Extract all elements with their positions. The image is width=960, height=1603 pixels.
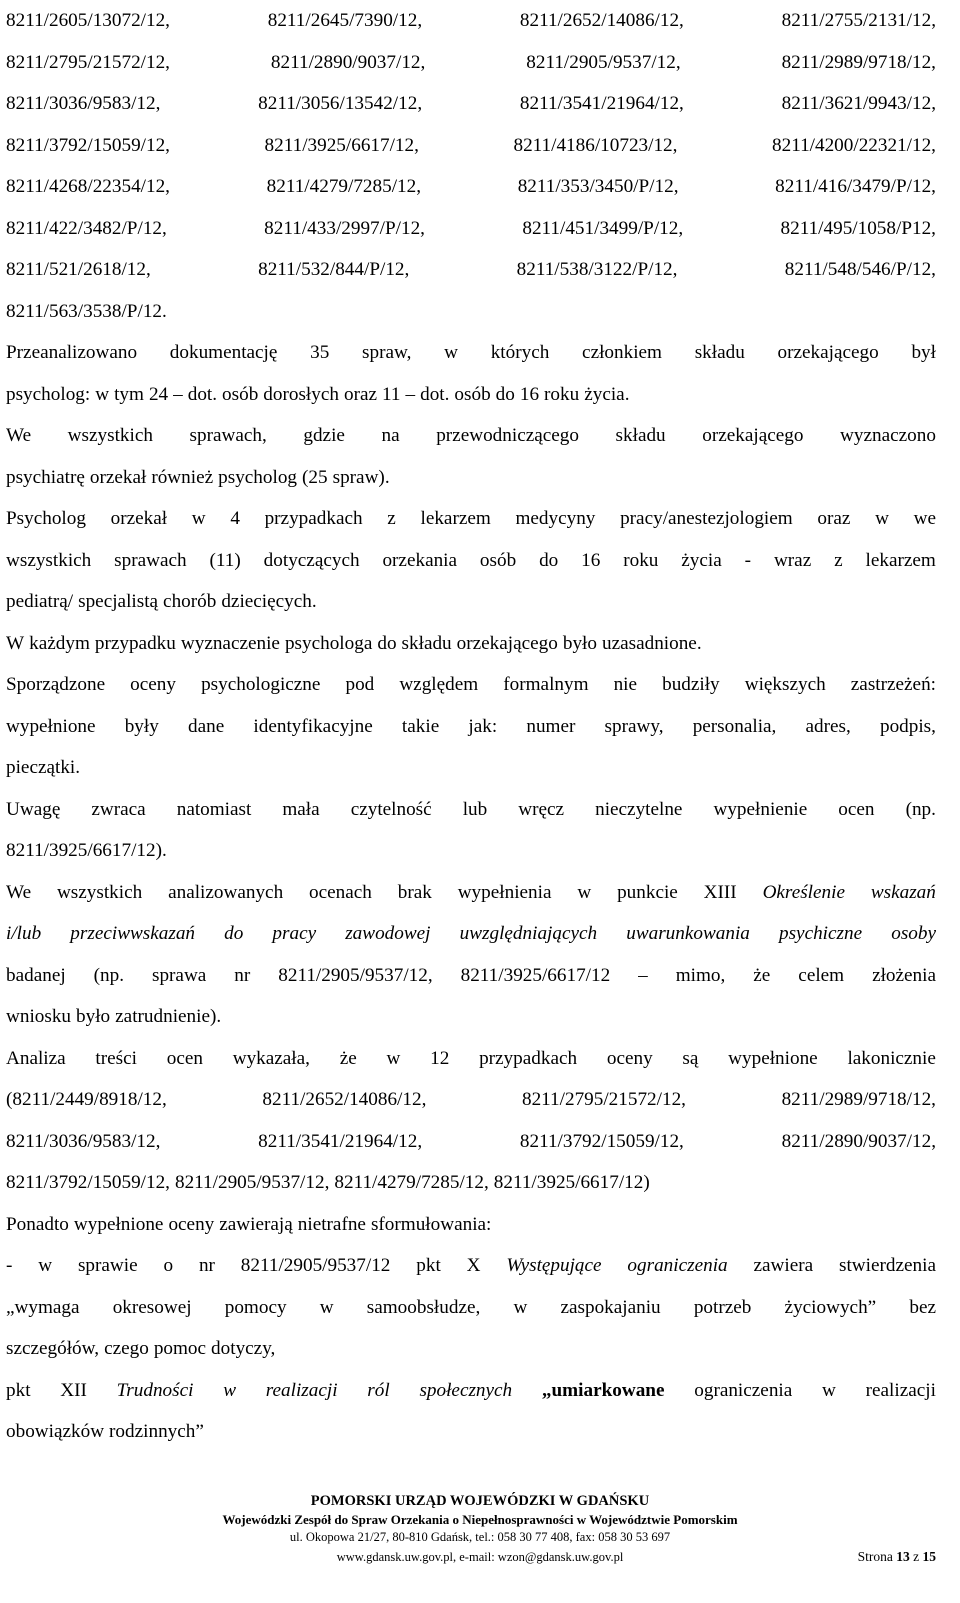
text-word: lekarzem — [420, 508, 491, 529]
text-word: wskazań — [870, 881, 936, 903]
text-word: pkt — [416, 1255, 441, 1276]
text-word: składu — [615, 425, 666, 446]
text-word: przewodniczącego — [436, 425, 579, 446]
text-word: pkt — [6, 1379, 31, 1401]
text-word: każdym — [29, 632, 90, 654]
text-word: Psycholog — [6, 508, 86, 529]
text-word: wypełnione — [728, 1047, 818, 1069]
text-line — [6, 1370, 936, 1412]
text-word: zawodowej — [345, 923, 431, 944]
text-word: 8211/3541/21964/12, — [258, 1130, 423, 1152]
text-word: zatrudnienie). — [115, 1006, 222, 1027]
text-word: uzasadnione. — [601, 632, 702, 654]
text-word: było — [76, 1006, 111, 1027]
text-word: ocenach — [309, 881, 372, 903]
text-word: do — [495, 383, 515, 405]
text-word: 8211/2905/9537/12 — [240, 1255, 391, 1276]
text-word: życia. — [584, 383, 630, 405]
text-word: wykazała, — [232, 1047, 310, 1069]
text-word: nr — [234, 964, 251, 986]
text-word: XIII — [703, 881, 737, 903]
text-word: orzekającego — [456, 632, 558, 654]
text-word: sprawy, — [604, 715, 664, 737]
text-word: sprawach, — [189, 425, 267, 446]
text-word: osoby — [891, 923, 936, 944]
text-word: psychologa — [284, 632, 373, 654]
text-word: bez — [909, 1296, 936, 1318]
text-word: oraz — [343, 383, 378, 405]
text-word: społecznych — [419, 1379, 513, 1401]
text-word: dorosłych — [263, 383, 339, 405]
text-word: realizacji — [865, 1379, 936, 1401]
text-word: (11) — [209, 549, 241, 571]
text-word: we — [913, 508, 936, 529]
text-word: sprawa — [151, 964, 207, 986]
text-word: wyznaczenie — [180, 632, 280, 654]
text-word: w — [95, 383, 110, 405]
page-number — [858, 1546, 936, 1568]
text-word: 8211/2905/9537/12, — [526, 51, 681, 73]
text-word: większych — [744, 674, 826, 695]
text-word: 8211/538/3122/P/12, — [516, 259, 678, 280]
text-word: 8211/2645/7390/12, — [267, 10, 423, 31]
text-word: do — [539, 549, 559, 571]
text-word: przypadkach — [479, 1047, 578, 1069]
text-word: 8211/4279/7285/12, — [334, 1172, 489, 1193]
text-line — [6, 1287, 936, 1329]
text-word: i/lub — [6, 923, 42, 944]
text-word: 8211/2890/9037/12, — [270, 51, 426, 73]
text-line — [6, 291, 936, 333]
text-word: psycholog — [218, 466, 298, 488]
text-word: zwraca — [91, 798, 146, 820]
text-word: 8211/495/1058/P12, — [780, 217, 936, 239]
text-word: psychiczne — [779, 923, 863, 944]
text-word: potrzeb — [693, 1296, 752, 1318]
text-word: uwarunkowania — [626, 923, 750, 944]
document-page — [6, 0, 936, 1453]
text-word: obowiązków — [6, 1421, 105, 1442]
text-word: w — [38, 1255, 53, 1276]
text-word: numer — [526, 715, 576, 737]
text-word: 8211/422/3482/P/12, — [6, 217, 167, 239]
text-word: zaspokajaniu — [560, 1296, 661, 1318]
text-line — [6, 955, 936, 997]
text-word: (25 — [302, 466, 328, 488]
text-word: 12 — [430, 1047, 450, 1069]
text-word: wypełnione — [6, 715, 96, 737]
text-word: oceny — [130, 674, 176, 695]
text-word: pomoc — [153, 1338, 207, 1359]
text-word: 8211/532/844/P/12, — [258, 259, 410, 280]
text-word: względem — [399, 674, 479, 695]
text-word: spraw, — [362, 342, 412, 363]
text-word: wraz — [773, 549, 812, 571]
text-word: szczegółów, — [6, 1338, 100, 1359]
text-word: zastrzeżeń: — [850, 674, 936, 695]
text-word: czytelność — [350, 798, 432, 820]
text-word: wypełnione — [73, 1213, 164, 1235]
text-word: dokumentację — [169, 342, 278, 363]
text-word: 8211/548/546/P/12, — [784, 259, 936, 280]
text-line — [6, 498, 936, 540]
text-word: Ponadto — [6, 1213, 69, 1235]
page-label: Strona — [857, 1549, 893, 1564]
text-word: 8211/3541/21964/12, — [519, 93, 684, 114]
text-word: ocen — [838, 798, 875, 820]
text-word: 8211/2890/9037/12, — [781, 1130, 936, 1152]
text-word: 8211/353/3450/P/12, — [517, 176, 679, 197]
text-word: W — [6, 632, 25, 654]
text-word: 8211/2989/9718/12, — [781, 51, 936, 73]
text-word: medycyny — [515, 508, 596, 529]
text-word: stwierdzenia — [839, 1255, 936, 1276]
text-word: 8211/3925/6617/12) — [493, 1172, 650, 1193]
text-word: budziły — [662, 674, 720, 695]
text-line — [6, 1079, 936, 1121]
text-word: nieczytelne — [595, 798, 683, 820]
text-word: Sporządzone — [6, 674, 106, 695]
text-line — [6, 581, 936, 623]
text-word: tym — [114, 383, 144, 405]
footer-org: POMORSKI URZĄD WOJEWÓDZKI W GDAŃSKU — [310, 1493, 650, 1509]
text-word: dot. — [187, 383, 218, 405]
text-line — [6, 0, 936, 42]
text-line — [6, 208, 936, 250]
text-word: wszystkich — [67, 425, 153, 446]
text-word: 24 — [148, 383, 169, 405]
text-word: w — [513, 1296, 528, 1318]
text-word: nr — [198, 1255, 215, 1276]
footer-address: ul. Okopowa 21/27, 80-810 Gdańsk, tel.: 058 30 77 408, fax: 058 30 53 697 — [289, 1530, 671, 1544]
text-word: Przeanalizowano — [6, 342, 138, 363]
text-word: 8211/2989/9718/12, — [781, 1089, 936, 1110]
text-word: oceny — [606, 1047, 653, 1069]
text-word: 11 — [382, 383, 401, 405]
text-word: są — [682, 1047, 699, 1069]
footer-web-line — [0, 1546, 960, 1568]
text-word: 8211/3036/9583/12, — [6, 93, 161, 114]
text-word: 8211/521/2618/12, — [6, 259, 151, 280]
text-word: – — [173, 383, 183, 405]
text-word: pediatrą/ — [6, 591, 74, 612]
text-word: wszystkich — [6, 549, 92, 571]
text-word: mimo, — [675, 964, 726, 986]
text-word: wypełnienia — [457, 881, 552, 903]
text-line — [6, 830, 936, 872]
text-word: dziecięcych. — [221, 591, 317, 612]
text-word: realizacji — [265, 1379, 338, 1401]
text-word: 8211/4279/7285/12, — [266, 176, 422, 197]
text-word: Analiza — [6, 1047, 66, 1069]
text-word: w — [191, 508, 206, 529]
text-word: mała — [282, 798, 320, 820]
text-word: – — [638, 964, 648, 986]
text-word: 8211/2652/14086/12, — [262, 1089, 427, 1110]
text-word: gdzie — [303, 425, 345, 446]
text-word: 8211/3925/6617/12). — [6, 840, 167, 861]
text-word: natomiast — [176, 798, 252, 820]
text-line — [6, 83, 936, 125]
text-word: 8211/3925/6617/12, — [264, 134, 419, 156]
text-word: 8211/2605/13072/12, — [6, 10, 170, 31]
text-word: (8211/2449/8918/12, — [6, 1089, 167, 1110]
text-word: spraw). — [332, 466, 390, 488]
text-word: 16 — [581, 549, 601, 571]
text-line — [6, 1245, 936, 1287]
text-word: psycholog: — [6, 383, 91, 405]
text-word: Trudności — [116, 1379, 194, 1401]
text-word: personalia, — [692, 715, 777, 737]
body-text — [6, 0, 936, 1453]
text-word: złożenia — [872, 964, 936, 986]
text-word: było — [562, 632, 597, 654]
text-word: 8211/2652/14086/12, — [519, 10, 684, 31]
text-word: 8211/4200/22321/12, — [772, 134, 936, 156]
text-word: X — [466, 1255, 481, 1276]
text-line — [6, 1121, 936, 1163]
text-word: jak: — [468, 715, 498, 737]
text-word: rodzinnych” — [109, 1421, 204, 1442]
page-current: 13 — [896, 1549, 910, 1564]
text-word: z — [834, 549, 843, 571]
text-word: formalnym — [503, 674, 589, 695]
text-word: czego — [104, 1338, 149, 1359]
text-word: - — [744, 549, 752, 571]
text-line — [6, 166, 936, 208]
text-word: pieczątki. — [6, 757, 81, 778]
text-word: dot. — [420, 383, 450, 405]
text-word: w — [444, 342, 458, 363]
text-word: zawierają — [219, 1213, 293, 1235]
text-line — [6, 1038, 936, 1080]
text-word: oraz — [817, 508, 851, 529]
text-word: 8211/2905/9537/12, — [278, 964, 433, 986]
text-word: brak — [397, 881, 432, 903]
text-word: pracy — [272, 923, 317, 944]
text-word: – — [405, 383, 416, 405]
text-word: lakonicznie — [847, 1047, 936, 1069]
text-word: XII — [60, 1379, 87, 1401]
text-word: były — [124, 715, 159, 737]
text-word: 4 — [230, 508, 240, 529]
text-word: 8211/563/3538/P/12. — [6, 300, 167, 322]
text-word: ról — [367, 1379, 390, 1401]
text-line — [6, 540, 936, 582]
text-line — [6, 623, 936, 665]
text-word: Występujące — [506, 1255, 602, 1276]
text-word: ograniczenia — [694, 1379, 793, 1401]
text-word: psychiatrę — [6, 466, 85, 488]
text-word: osób — [454, 383, 491, 405]
text-word: oceny — [168, 1213, 215, 1235]
text-word: 8211/2755/2131/12, — [781, 10, 936, 31]
text-word: podpis, — [879, 715, 936, 737]
footer-web: www.gdansk.uw.gov.pl, e-mail: wzon@gdansk.uw.gov.pl — [336, 1550, 624, 1564]
text-line — [6, 457, 936, 499]
text-word: 8211/3792/15059/12, — [519, 1130, 684, 1152]
text-word: lub — [462, 798, 488, 820]
text-word: „wymaga — [6, 1296, 80, 1318]
text-line — [6, 872, 936, 914]
text-line — [6, 1204, 936, 1246]
text-word: przypadkach — [264, 508, 363, 529]
text-word: składu — [694, 342, 745, 363]
text-word: okresowej — [112, 1296, 192, 1318]
text-word: chorób — [163, 591, 217, 612]
text-word: punkcie — [617, 881, 678, 903]
text-word: życiowych” — [784, 1296, 877, 1318]
text-word: - — [6, 1255, 13, 1276]
text-word: osób — [479, 549, 517, 571]
text-word: pracy/anestezjologiem — [620, 508, 793, 529]
text-line — [6, 747, 936, 789]
text-word: Uwagę — [6, 798, 61, 820]
page-footer — [0, 1492, 960, 1568]
text-word: ocen — [166, 1047, 203, 1069]
text-word: ograniczenia — [627, 1255, 728, 1276]
text-word: 8211/433/2997/P/12, — [264, 217, 425, 239]
text-word: w — [319, 1296, 334, 1318]
text-word: których — [490, 342, 550, 363]
text-line — [6, 42, 936, 84]
text-word: na — [381, 425, 400, 446]
text-word: orzekającego — [777, 342, 879, 363]
text-line — [6, 1328, 936, 1370]
text-word: 8211/3925/6617/12 — [460, 964, 611, 986]
page-of: z — [913, 1549, 920, 1564]
text-word: nietrafne — [297, 1213, 366, 1235]
text-word: był — [911, 342, 936, 363]
text-line — [6, 913, 936, 955]
text-word: roku — [623, 549, 659, 571]
text-word: również — [151, 466, 214, 488]
text-word: 8211/451/3499/P/12, — [522, 217, 684, 239]
text-word: „umiarkowane — [541, 1379, 665, 1401]
text-word: orzekał — [110, 508, 168, 529]
text-word: pomocy — [224, 1296, 287, 1318]
text-line — [6, 789, 936, 831]
text-word: 8211/2905/9537/12, — [174, 1172, 330, 1193]
text-word: 8211/3621/9943/12, — [781, 93, 936, 114]
text-word: analizowanych — [168, 881, 284, 903]
text-word: orzekającego — [702, 425, 804, 446]
text-word: członkiem — [582, 342, 662, 363]
text-word: że — [339, 1047, 357, 1069]
text-word: 8211/4186/10723/12, — [513, 134, 678, 156]
text-line — [6, 664, 936, 706]
text-word: do — [224, 923, 244, 944]
text-word: w — [223, 1379, 237, 1401]
text-word: nie — [613, 674, 638, 695]
text-word: sformułowania: — [370, 1213, 492, 1235]
text-line — [6, 996, 936, 1038]
text-word: treści — [95, 1047, 137, 1069]
text-word: o — [163, 1255, 174, 1276]
text-word: w — [577, 881, 592, 903]
text-word: sprawach — [114, 549, 187, 571]
text-word: wyznaczono — [840, 425, 936, 446]
text-line — [6, 249, 936, 291]
text-word: 8211/3036/9583/12, — [6, 1130, 161, 1152]
text-line — [6, 1162, 936, 1204]
text-word: życia — [681, 549, 722, 571]
text-word: 35 — [310, 342, 330, 363]
text-word: wniosku — [6, 1006, 72, 1027]
text-word: 8211/3056/13542/12, — [258, 93, 423, 114]
text-word: z — [387, 508, 396, 529]
text-word: zawiera — [753, 1255, 814, 1276]
text-word: uwzględniających — [459, 923, 598, 944]
text-word: We — [6, 425, 32, 446]
text-line — [6, 415, 936, 457]
text-word: 8211/3792/15059/12, — [6, 134, 170, 156]
text-word: 8211/416/3479/P/12, — [775, 176, 936, 197]
text-word: roku — [544, 383, 580, 405]
text-word: takie — [401, 715, 440, 737]
text-word: samoobsłudze, — [366, 1296, 481, 1318]
text-word: dotyczących — [263, 549, 360, 571]
text-line — [6, 706, 936, 748]
text-line — [6, 374, 936, 416]
text-word: Określenie — [762, 881, 845, 903]
text-word: adres, — [805, 715, 851, 737]
text-line — [6, 125, 936, 167]
text-word: w — [822, 1379, 836, 1401]
text-word: psychologiczne — [201, 674, 321, 695]
text-word: wręcz — [518, 798, 565, 820]
text-word: do — [377, 632, 397, 654]
text-word: przeciwwskazań — [70, 923, 196, 944]
text-word: orzekania — [382, 549, 458, 571]
text-word: (np. — [93, 964, 125, 986]
page-total: 15 — [922, 1549, 936, 1564]
text-word: 16 — [519, 383, 540, 405]
text-word: 8211/2795/21572/12, — [521, 1089, 686, 1110]
footer-dept: Wojewódzki Zespół do Spraw Orzekania o Niepełnosprawności w Województwie Pomorskim — [222, 1512, 738, 1527]
text-line — [6, 332, 936, 374]
text-word: orzekał — [89, 466, 147, 488]
text-word: wypełnienie — [713, 798, 808, 820]
text-word: sprawie — [77, 1255, 138, 1276]
text-word: przypadku — [94, 632, 176, 654]
text-word: dotyczy, — [211, 1338, 276, 1359]
text-word: osób — [222, 383, 259, 405]
text-word: 8211/4268/22354/12, — [6, 176, 170, 197]
text-word: w — [875, 508, 889, 529]
text-word: lekarzem — [865, 549, 936, 571]
text-word: pod — [345, 674, 375, 695]
text-word: w — [386, 1047, 401, 1069]
text-word: składu — [401, 632, 452, 654]
text-word: (np. — [905, 798, 936, 820]
text-word: celem — [798, 964, 845, 986]
text-word: wszystkich — [56, 881, 143, 903]
text-word: identyfikacyjne — [253, 715, 373, 737]
text-word: We — [6, 881, 32, 903]
text-word: badanej — [6, 964, 66, 986]
text-word: specjalistą — [78, 591, 159, 612]
text-word: 8211/2795/21572/12, — [6, 51, 170, 73]
text-word: dane — [188, 715, 225, 737]
text-line — [6, 1411, 936, 1453]
text-word: że — [753, 964, 771, 986]
text-word: 8211/3792/15059/12, — [6, 1172, 170, 1193]
